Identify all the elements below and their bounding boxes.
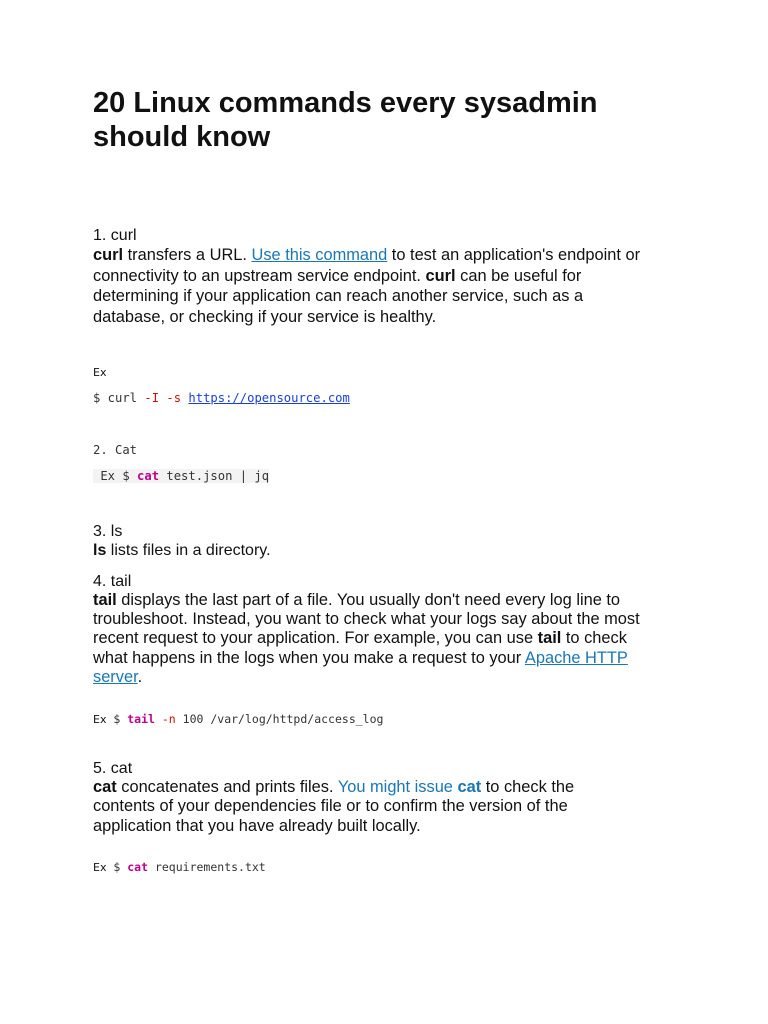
highlighted-text: You might issue	[337, 778, 458, 796]
command-name: curl	[425, 266, 456, 285]
opensource-url-link[interactable]: https://opensource.com	[188, 391, 350, 405]
body-text: what happens in the logs when you make a request to your	[93, 648, 525, 667]
apache-http-server-link[interactable]: Apache HTTP	[524, 648, 628, 667]
code-prompt: $	[106, 712, 128, 726]
page-title: 20 Linux commands every sysadmin should know	[93, 87, 598, 153]
code-command: cat	[127, 860, 149, 874]
body-text: troubleshoot. Instead, you want to check what your logs say about the most	[93, 610, 640, 629]
code-example-tail	[93, 710, 383, 728]
code-prefix: Ex $	[93, 469, 138, 483]
body-text: to check	[561, 629, 627, 648]
code-rest: requirements.txt	[148, 860, 266, 874]
section-body-curl	[93, 245, 693, 327]
code-example-curl	[93, 391, 350, 405]
code-flags: -I -s	[144, 391, 182, 405]
code-rest: test.json | jq	[159, 469, 270, 483]
body-text: connectivity to an upstream service endpoint.	[93, 266, 426, 285]
body-text: displays the last part of a file. You usually don't need every log line to	[116, 591, 621, 609]
use-this-command-link[interactable]: Use this command	[251, 246, 388, 264]
code-flag: -n	[154, 712, 176, 726]
code-rest: 100 /var/log/httpd/access_log	[175, 712, 384, 726]
body-text: determining if your application can reach another service, such as a	[93, 287, 584, 305]
body-text: .	[137, 667, 143, 686]
section-body-tail	[93, 591, 693, 687]
section-body-ls	[93, 541, 271, 561]
command-name: tail	[93, 591, 117, 609]
section-heading-curl: 1. curl	[93, 227, 137, 244]
command-name: cat	[93, 778, 117, 796]
body-text: database, or checking if your service is healthy.	[93, 307, 437, 326]
code-example-cat-requirements	[93, 858, 266, 876]
section-heading-cat-code: 2. Cat	[93, 443, 138, 457]
body-text: transfers a URL.	[123, 246, 252, 264]
body-text: to check the	[481, 778, 575, 796]
body-text: contents of your dependencies file or to confirm the version of the	[93, 797, 568, 816]
code-example-cat	[93, 469, 269, 483]
code-prompt: $	[106, 860, 128, 874]
example-label: Ex	[93, 713, 107, 726]
command-name: tail	[537, 629, 562, 648]
body-text: lists files in a directory.	[106, 542, 271, 559]
body-text: application that you have already built locally.	[93, 816, 421, 835]
section-heading-tail: 4. tail	[93, 573, 132, 590]
example-label: Ex	[93, 861, 107, 874]
section-heading-ls: 3. ls	[93, 523, 123, 540]
code-command: cat	[137, 469, 160, 483]
code-prompt: $ curl	[93, 391, 145, 405]
section-heading-cat: 5. cat	[93, 760, 133, 777]
highlighted-command: cat	[457, 778, 482, 796]
body-text: to test an application's endpoint or	[387, 246, 641, 264]
code-command: tail	[127, 712, 155, 726]
body-text: recent request to your application. For example, you can use	[93, 629, 538, 648]
example-label: Ex	[93, 366, 107, 379]
body-text: concatenates and prints files.	[116, 778, 338, 796]
body-text: can be useful for	[455, 266, 582, 285]
section-body-cat	[93, 778, 693, 836]
command-name: ls	[93, 542, 107, 559]
command-name: curl	[93, 246, 124, 264]
apache-http-server-link-cont[interactable]: server	[93, 667, 138, 686]
